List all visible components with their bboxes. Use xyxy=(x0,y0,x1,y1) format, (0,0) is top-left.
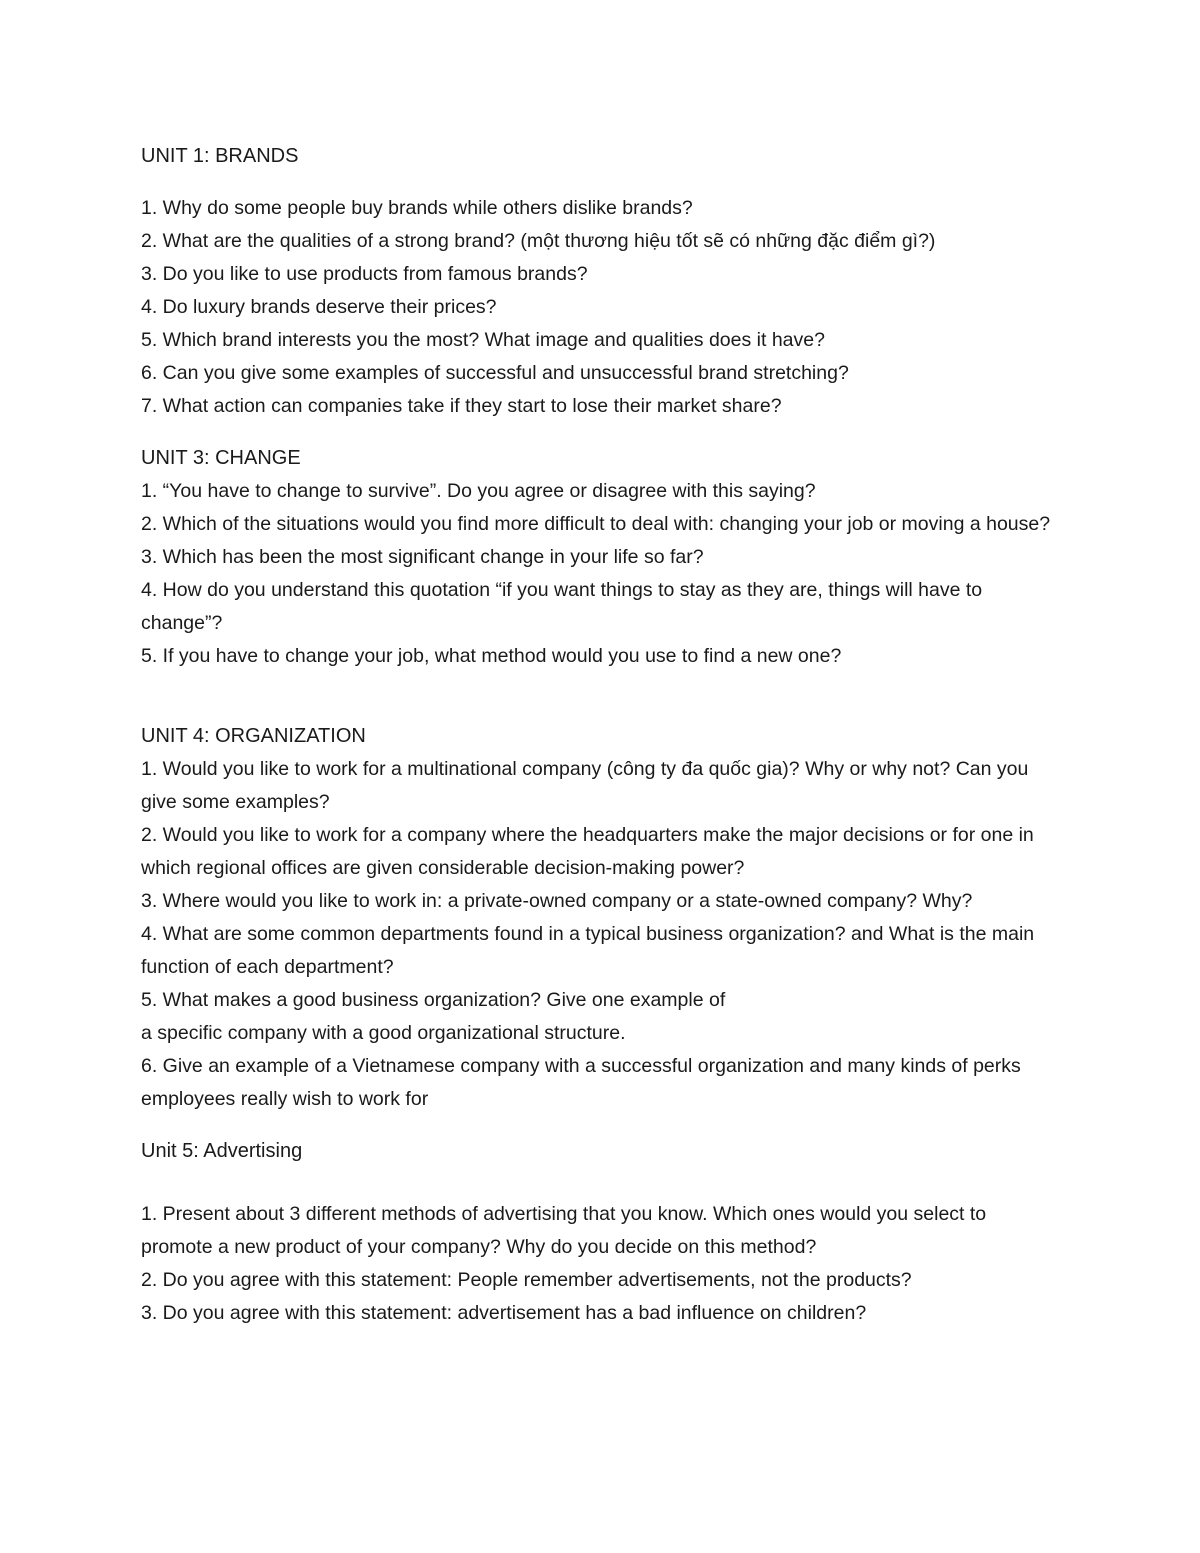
section-heading-unit-3: UNIT 3: CHANGE xyxy=(141,447,301,469)
question-list-unit-5 xyxy=(141,1198,1061,1330)
question-list-unit-4 xyxy=(141,753,1061,1116)
question-item: 4. What are some common departments found in a typical business organization? and What is the main function of each department? xyxy=(141,923,1035,978)
question-item: 2. Which of the situations would you find more difficult to deal with: changing your job or moving a house? xyxy=(141,513,1051,535)
section-heading-unit-4: UNIT 4: ORGANIZATION xyxy=(141,725,366,747)
question-item: 6. Can you give some examples of successful and unsuccessful brand stretching? xyxy=(141,362,849,384)
question-item: 1. Present about 3 different methods of advertising that you know. Which ones would you select to promote a new product of your company? Why do you decide on this method? xyxy=(141,1203,987,1258)
question-item: 1. “You have to change to survive”. Do you agree or disagree with this saying? xyxy=(141,480,816,502)
question-item: 1. Would you like to work for a multinational company (công ty đa quốc gia)? Why or why not? Can you give some examples? xyxy=(141,758,1029,813)
question-item: 2. Do you agree with this statement: People remember advertisements, not the products? xyxy=(141,1269,912,1291)
question-item: 4. Do luxury brands deserve their prices? xyxy=(141,296,497,318)
question-item: 6. Give an example of a Vietnamese company with a successful organization and many kinds of perks employees really wish to work for xyxy=(141,1055,1021,1110)
question-item: 4. How do you understand this quotation “if you want things to stay as they are, things will have to change”? xyxy=(141,579,983,634)
question-item: 2. Would you like to work for a company where the headquarters make the major decisions or for one in which regional offices are given considerable decision-making power? xyxy=(141,824,1034,879)
question-item: 5. If you have to change your job, what method would you use to find a new one? xyxy=(141,645,842,667)
question-item: 3. Which has been the most significant change in your life so far? xyxy=(141,546,704,568)
question-item: 5. What makes a good business organization? Give one example of xyxy=(141,989,726,1011)
question-item: 3. Do you agree with this statement: advertisement has a bad influence on children? xyxy=(141,1302,867,1324)
question-item: 3. Do you like to use products from famous brands? xyxy=(141,263,588,285)
question-item: 5. Which brand interests you the most? What image and qualities does it have? xyxy=(141,329,825,351)
question-item: a specific company with a good organizational structure. xyxy=(141,1022,626,1044)
question-list-unit-3 xyxy=(141,475,1061,673)
document-page xyxy=(141,140,1061,1330)
question-list-unit-1 xyxy=(141,192,1061,423)
question-item: 1. Why do some people buy brands while others dislike brands? xyxy=(141,197,693,219)
question-item: 3. Where would you like to work in: a private-owned company or a state-owned company? Why? xyxy=(141,890,973,912)
question-item: 7. What action can companies take if they start to lose their market share? xyxy=(141,395,782,417)
section-heading-unit-1: UNIT 1: BRANDS xyxy=(141,145,299,167)
question-item: 2. What are the qualities of a strong brand? (một thương hiệu tốt sẽ có những đặc điểm gì?) xyxy=(141,230,936,252)
section-heading-unit-5: Unit 5: Advertising xyxy=(141,1140,303,1162)
